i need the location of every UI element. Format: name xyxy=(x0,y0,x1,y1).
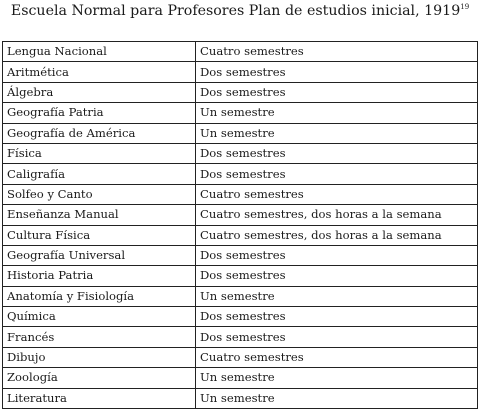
subject-cell: Literatura xyxy=(3,388,196,408)
footnote-marker: 19 xyxy=(460,3,470,11)
duration-cell: Dos semestres xyxy=(196,307,478,327)
duration-cell: Un semestre xyxy=(196,123,478,143)
table-row xyxy=(3,307,478,327)
table-row xyxy=(3,368,478,388)
subject-cell: Geografía de América xyxy=(3,123,196,143)
subject-cell: Lengua Nacional xyxy=(3,42,196,62)
subject-cell: Cultura Física xyxy=(3,225,196,245)
duration-cell: Cuatro semestres xyxy=(196,42,478,62)
table-row xyxy=(3,245,478,265)
subject-cell: Enseñanza Manual xyxy=(3,205,196,225)
duration-cell: Dos semestres xyxy=(196,266,478,286)
table-row xyxy=(3,225,478,245)
table-row xyxy=(3,143,478,163)
duration-cell: Dos semestres xyxy=(196,245,478,265)
caption-text: Escuela Normal para Profesores Plan de estudios inicial, 1919 xyxy=(10,3,461,19)
duration-cell: Dos semestres xyxy=(196,327,478,347)
table-row xyxy=(3,62,478,82)
study-plan-table xyxy=(2,41,478,409)
table-row xyxy=(3,266,478,286)
table-row xyxy=(3,184,478,204)
table-row xyxy=(3,286,478,306)
duration-cell: Cuatro semestres, dos horas a la semana xyxy=(196,205,478,225)
table-row xyxy=(3,388,478,408)
duration-cell: Un semestre xyxy=(196,286,478,306)
subject-cell: Física xyxy=(3,143,196,163)
table-row xyxy=(3,123,478,143)
table-row xyxy=(3,164,478,184)
duration-cell: Cuatro semestres xyxy=(196,184,478,204)
subject-cell: Anatomía y Fisiología xyxy=(3,286,196,306)
subject-cell: Solfeo y Canto xyxy=(3,184,196,204)
subject-cell: Dibujo xyxy=(3,347,196,367)
table-row xyxy=(3,327,478,347)
duration-cell: Un semestre xyxy=(196,368,478,388)
subject-cell: Geografía Patria xyxy=(3,103,196,123)
table-row xyxy=(3,82,478,102)
subject-cell: Álgebra xyxy=(3,82,196,102)
table-row xyxy=(3,103,478,123)
table-row xyxy=(3,205,478,225)
table-row xyxy=(3,42,478,62)
duration-cell: Un semestre xyxy=(196,388,478,408)
duration-cell: Dos semestres xyxy=(196,82,478,102)
duration-cell: Un semestre xyxy=(196,103,478,123)
duration-cell: Dos semestres xyxy=(196,164,478,184)
duration-cell: Cuatro semestres, dos horas a la semana xyxy=(196,225,478,245)
duration-cell: Dos semestres xyxy=(196,143,478,163)
subject-cell: Francés xyxy=(3,327,196,347)
subject-cell: Geografía Universal xyxy=(3,245,196,265)
table-row xyxy=(3,347,478,367)
subject-cell: Aritmética xyxy=(3,62,196,82)
subject-cell: Zoología xyxy=(3,368,196,388)
table-caption xyxy=(0,2,480,20)
subject-cell: Química xyxy=(3,307,196,327)
duration-cell: Dos semestres xyxy=(196,62,478,82)
subject-cell: Caligrafía xyxy=(3,164,196,184)
duration-cell: Cuatro semestres xyxy=(196,347,478,367)
subject-cell: Historia Patria xyxy=(3,266,196,286)
